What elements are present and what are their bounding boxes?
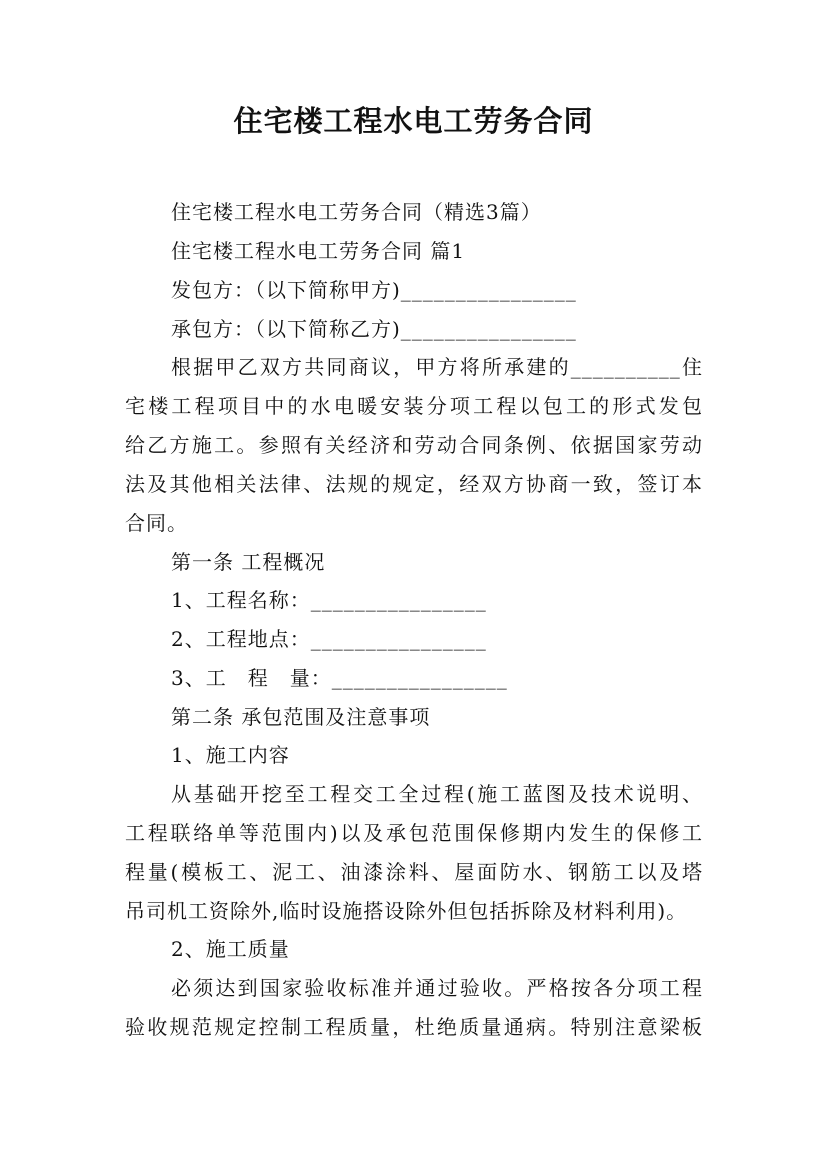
subtitle-line: 住宅楼工程水电工劳务合同（精选3篇） — [171, 200, 542, 224]
paragraph-line: 必须达到国家验收标准并通过验收。严格按各分项工程 — [171, 976, 703, 1000]
paragraph-line: 合同。 — [125, 511, 188, 535]
subsection-heading: 1、施工内容 — [171, 743, 290, 767]
article-heading: 第二条 承包范围及注意事项 — [171, 705, 431, 729]
paragraph-line: 给乙方施工。参照有关经济和劳动合同条例、依据国家劳动 — [125, 433, 703, 457]
party-a-line: 发包方：（以下简称甲方)________________ — [171, 278, 577, 302]
subsection-heading: 2、施工质量 — [171, 937, 290, 961]
paragraph-line: 程量(模板工、泥工、油漆涂料、屋面防水、钢筋工以及塔 — [125, 860, 703, 884]
paragraph-line: 根据甲乙双方共同商议，甲方将所承建的__________住 — [171, 355, 703, 379]
paragraph-line: 验收规范规定控制工程质量，杜绝质量通病。特别注意梁板 — [125, 1015, 703, 1039]
article-heading: 第一条 工程概况 — [171, 550, 326, 574]
list-item: 2、工程地点：________________ — [171, 627, 487, 651]
document-title: 住宅楼工程水电工劳务合同 — [233, 104, 594, 138]
paragraph-line: 吊司机工资除外,临时设施搭设除外但包括拆除及材料利用)。 — [125, 899, 688, 923]
party-b-line: 承包方：（以下简称乙方)________________ — [171, 317, 577, 341]
paragraph-line: 从基础开挖至工程交工全过程(施工蓝图及技术说明、 — [171, 782, 703, 806]
list-item: 3、工 程 量：________________ — [171, 666, 508, 690]
paragraph-line: 法及其他相关法律、法规的规定，经双方协商一致，签订本 — [125, 472, 703, 496]
paragraph-line: 宅楼工程项目中的水电暖安装分项工程以包工的形式发包 — [125, 394, 703, 418]
list-item: 1、工程名称：________________ — [171, 588, 487, 612]
paragraph-line: 工程联络单等范围内)以及承包范围保修期内发生的保修工 — [125, 821, 703, 845]
section-heading: 住宅楼工程水电工劳务合同 篇1 — [171, 239, 466, 263]
